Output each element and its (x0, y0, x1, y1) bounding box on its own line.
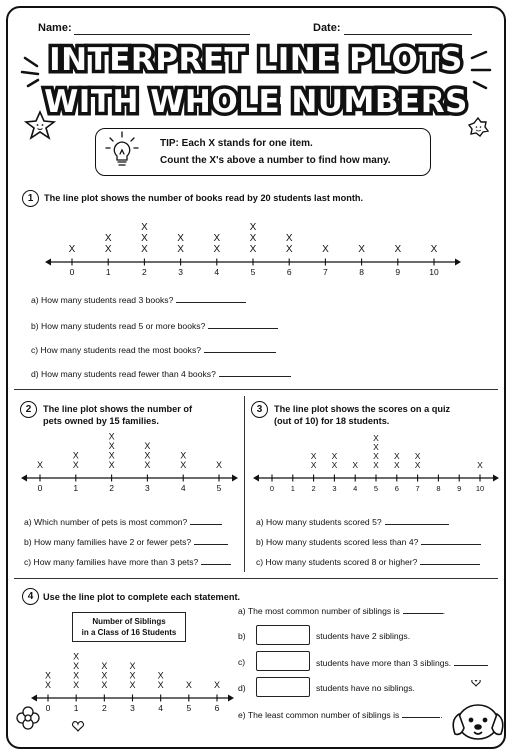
x-mark: X (129, 661, 136, 671)
tip-line-1: TIP: Each X stands for one item. (160, 138, 313, 149)
tick-label: 8 (359, 267, 364, 277)
x-mark: X (393, 460, 400, 470)
right-arrow-icon (493, 475, 499, 482)
tick-label: 4 (214, 267, 220, 277)
tick-label: 8 (436, 484, 441, 493)
x-mark: X (73, 680, 80, 690)
tick-label: 7 (323, 267, 328, 277)
right-arrow-icon (232, 475, 238, 482)
question-1-number: 1 (22, 190, 39, 207)
tip-line-2: Count the X's above a number to find how many. (160, 155, 391, 166)
x-mark: X (477, 460, 483, 470)
tick-label: 5 (250, 267, 256, 277)
question-2-prompt (43, 403, 233, 427)
tick-label: 6 (394, 484, 399, 493)
x-mark: X (72, 460, 79, 470)
x-mark: X (414, 451, 421, 461)
heart-icon (72, 722, 83, 731)
x-mark: X (310, 460, 317, 470)
tick-label: 1 (290, 484, 295, 493)
star-icon (26, 112, 54, 138)
tick-label: 2 (109, 483, 114, 493)
tick-label: 4 (353, 484, 358, 493)
tick-label: 5 (373, 484, 379, 493)
q4-statement-a-text: a) The most common number of siblings is (238, 606, 400, 616)
title-line-2: WITH WHOLE NUMBERS (44, 84, 468, 120)
tick-label: 0 (269, 484, 275, 493)
q1-answer-c[interactable] (204, 344, 276, 353)
tick-label: 9 (395, 267, 401, 277)
question-4-number: 4 (22, 588, 39, 605)
tick-label: 3 (178, 267, 183, 277)
x-mark: X (331, 451, 338, 461)
lightbulb-icon (100, 128, 144, 176)
q4-answer-c-box[interactable] (256, 651, 310, 671)
question-2-prompt-line-2: pets owned by 15 families. (43, 416, 159, 426)
x-mark: X (108, 450, 115, 461)
x-mark: X (73, 661, 80, 671)
x-mark: X (141, 244, 148, 255)
question-2-number: 2 (20, 401, 37, 418)
q4-statement-b-letter: b) (238, 631, 246, 641)
q3-question-c-text: c) How many students scored 8 or higher? (256, 557, 418, 567)
q4-statement-d-text: students have no siblings. (316, 683, 415, 693)
x-mark: X (157, 670, 164, 681)
x-mark: X (129, 680, 136, 690)
q3-line-plot (244, 430, 512, 502)
left-arrow-icon (45, 259, 51, 266)
x-mark: X (373, 451, 379, 461)
tick-label: 10 (429, 267, 439, 277)
x-mark: X (373, 460, 379, 470)
x-mark: X (108, 460, 115, 470)
q4-statement-c-text: students have more than 3 siblings. (316, 658, 452, 668)
smiley-icon (469, 118, 488, 136)
q2-answer-a[interactable] (190, 516, 222, 525)
tick-label: 1 (73, 483, 79, 493)
x-mark: X (73, 651, 80, 662)
tick-label: 0 (69, 267, 75, 277)
x-mark: X (373, 433, 379, 443)
x-mark: X (215, 460, 223, 470)
q1-answer-d[interactable] (219, 368, 291, 377)
name-label: Name: (38, 22, 72, 34)
x-mark: X (394, 244, 402, 255)
x-mark: X (104, 244, 112, 255)
q1-line-plot (0, 210, 512, 282)
x-mark: X (101, 680, 108, 690)
q3-question-c (256, 556, 480, 567)
x-mark: X (108, 431, 115, 442)
x-mark: X (358, 244, 365, 255)
q1-question-d (31, 368, 291, 379)
x-mark: X (180, 460, 187, 470)
question-3-prompt-line-1: The line plot shows the scores on a quiz (274, 404, 451, 414)
q1-question-a-text: a) How many students read 3 books? (31, 295, 174, 305)
q2-line-plot (0, 430, 244, 502)
x-mark: X (157, 680, 164, 690)
tick-label: 3 (130, 703, 135, 713)
question-2-prompt-line-1: The line plot shows the number of (43, 404, 193, 414)
x-mark: X (129, 670, 136, 681)
tick-label: 9 (457, 484, 462, 493)
puppy-icon (453, 705, 503, 739)
x-mark: X (249, 244, 257, 255)
x-mark: X (101, 670, 108, 681)
q1-question-b (31, 320, 278, 331)
x-mark: X (249, 222, 257, 233)
x-mark: X (322, 244, 329, 255)
q4-statement-a-end: . (442, 606, 446, 616)
q1-answer-b[interactable] (208, 320, 278, 329)
x-mark: X (285, 233, 293, 244)
tick-label: 6 (286, 267, 292, 277)
q4-plot-title (72, 612, 186, 642)
x-mark: X (213, 244, 221, 255)
x-mark: X (141, 222, 148, 233)
x-mark: X (185, 680, 192, 690)
q4-statement-a (238, 605, 445, 616)
tick-label: 5 (186, 703, 192, 713)
section-divider-1 (14, 389, 498, 390)
tick-label: 0 (45, 703, 51, 713)
q4-plot-title-line-2: in a Class of 16 Students (81, 628, 177, 637)
tick-label: 10 (475, 484, 485, 493)
tick-label: 2 (311, 484, 316, 493)
tick-label: 3 (332, 484, 337, 493)
x-mark: X (177, 244, 184, 255)
tick-label: 1 (105, 267, 111, 277)
question-4-prompt: Use the line plot to complete each statement. (43, 592, 241, 602)
x-mark: X (177, 233, 184, 244)
x-mark: X (101, 661, 108, 671)
q1-question-a (31, 294, 246, 305)
tick-label: 2 (101, 703, 107, 713)
q2-answer-c[interactable] (201, 556, 231, 565)
x-mark: X (141, 233, 148, 244)
q3-question-b-text: b) How many students scored less than 4? (256, 537, 419, 547)
x-mark: X (73, 670, 80, 681)
q1-question-c-text: c) How many students read the most books? (31, 345, 202, 355)
q4-statement-c-letter: c) (238, 657, 246, 667)
x-mark: X (213, 680, 221, 690)
x-mark: X (352, 460, 359, 470)
question-3-number: 3 (251, 401, 268, 418)
flower-icon (17, 707, 39, 729)
q3-answer-a[interactable] (385, 516, 449, 525)
q3-question-a-text: a) How many students scored 5? (256, 517, 382, 527)
x-mark: X (213, 233, 221, 244)
q4-statement-e-text: e) The least common number of siblings is (238, 710, 400, 720)
q4-answer-a[interactable] (403, 605, 446, 616)
q1-question-b-text: b) How many students read 5 or more books? (31, 321, 206, 331)
title-line-1: INTERPRET LINE PLOTS (49, 42, 463, 78)
question-3-prompt-line-2: (out of 10) for 18 students. (274, 416, 390, 426)
tick-label: 6 (214, 703, 220, 713)
q3-question-b (256, 536, 481, 547)
q2-answer-b[interactable] (194, 536, 228, 545)
x-mark: X (72, 450, 79, 461)
q1-answer-a[interactable] (176, 294, 246, 303)
x-mark: X (104, 233, 112, 244)
small-heart-icon (472, 680, 480, 686)
q4-statement-c (316, 657, 488, 668)
footer-decorations (0, 680, 512, 755)
x-mark: X (108, 441, 115, 451)
date-label: Date: (313, 22, 341, 34)
x-mark: X (331, 460, 338, 470)
q2-question-a-text: a) Which number of pets is most common? (24, 517, 188, 527)
q1-question-c (31, 344, 276, 355)
x-mark: X (393, 451, 400, 461)
q2-question-c-text: c) How many families have more than 3 pets? (24, 557, 199, 567)
q4-statement-b-text: students have 2 siblings. (316, 631, 411, 641)
section-divider-2 (14, 578, 498, 579)
q2-question-b (24, 536, 228, 547)
x-mark: X (310, 451, 317, 461)
x-mark: X (144, 441, 151, 451)
x-mark: X (144, 450, 151, 461)
q4-answer-b-box[interactable] (256, 625, 310, 645)
right-arrow-icon (455, 259, 461, 266)
x-mark: X (44, 680, 52, 690)
x-mark: X (414, 460, 421, 470)
x-mark: X (373, 442, 379, 452)
x-mark: X (144, 460, 151, 470)
tick-label: 3 (145, 483, 150, 493)
question-3-prompt (274, 403, 494, 427)
q1-question-d-text: d) How many students read fewer than 4 books? (31, 369, 216, 379)
q4-plot-title-line-1: Number of Siblings (92, 617, 166, 626)
tick-label: 2 (142, 267, 147, 277)
tick-label: 4 (158, 703, 164, 713)
tick-label: 4 (180, 483, 186, 493)
q2-question-c (24, 556, 231, 567)
q4-statement-d-letter: d) (238, 683, 246, 693)
q3-answer-c[interactable] (420, 556, 480, 565)
x-mark: X (285, 244, 293, 255)
tick-label: 1 (73, 703, 79, 713)
tick-label: 5 (216, 483, 222, 493)
x-mark: X (249, 233, 257, 244)
q3-question-a (256, 516, 449, 527)
x-mark: X (430, 244, 438, 255)
x-mark: X (68, 244, 76, 255)
q2-question-a (24, 516, 222, 527)
x-mark: X (36, 460, 44, 470)
x-mark: X (180, 450, 187, 461)
q4-statement-e-end: . (440, 710, 443, 720)
left-arrow-icon (253, 475, 259, 482)
tick-label: 7 (415, 484, 420, 493)
left-arrow-icon (21, 475, 27, 482)
tick-label: 0 (37, 483, 43, 493)
q2-question-b-text: b) How many families have 2 or fewer pets? (24, 537, 192, 547)
q4-answer-c-line[interactable] (454, 657, 488, 666)
tip-box (95, 128, 431, 176)
x-mark: X (44, 670, 52, 681)
question-1-prompt: The line plot shows the number of books read by 20 students last month. (44, 193, 364, 203)
q3-answer-b[interactable] (421, 536, 481, 545)
